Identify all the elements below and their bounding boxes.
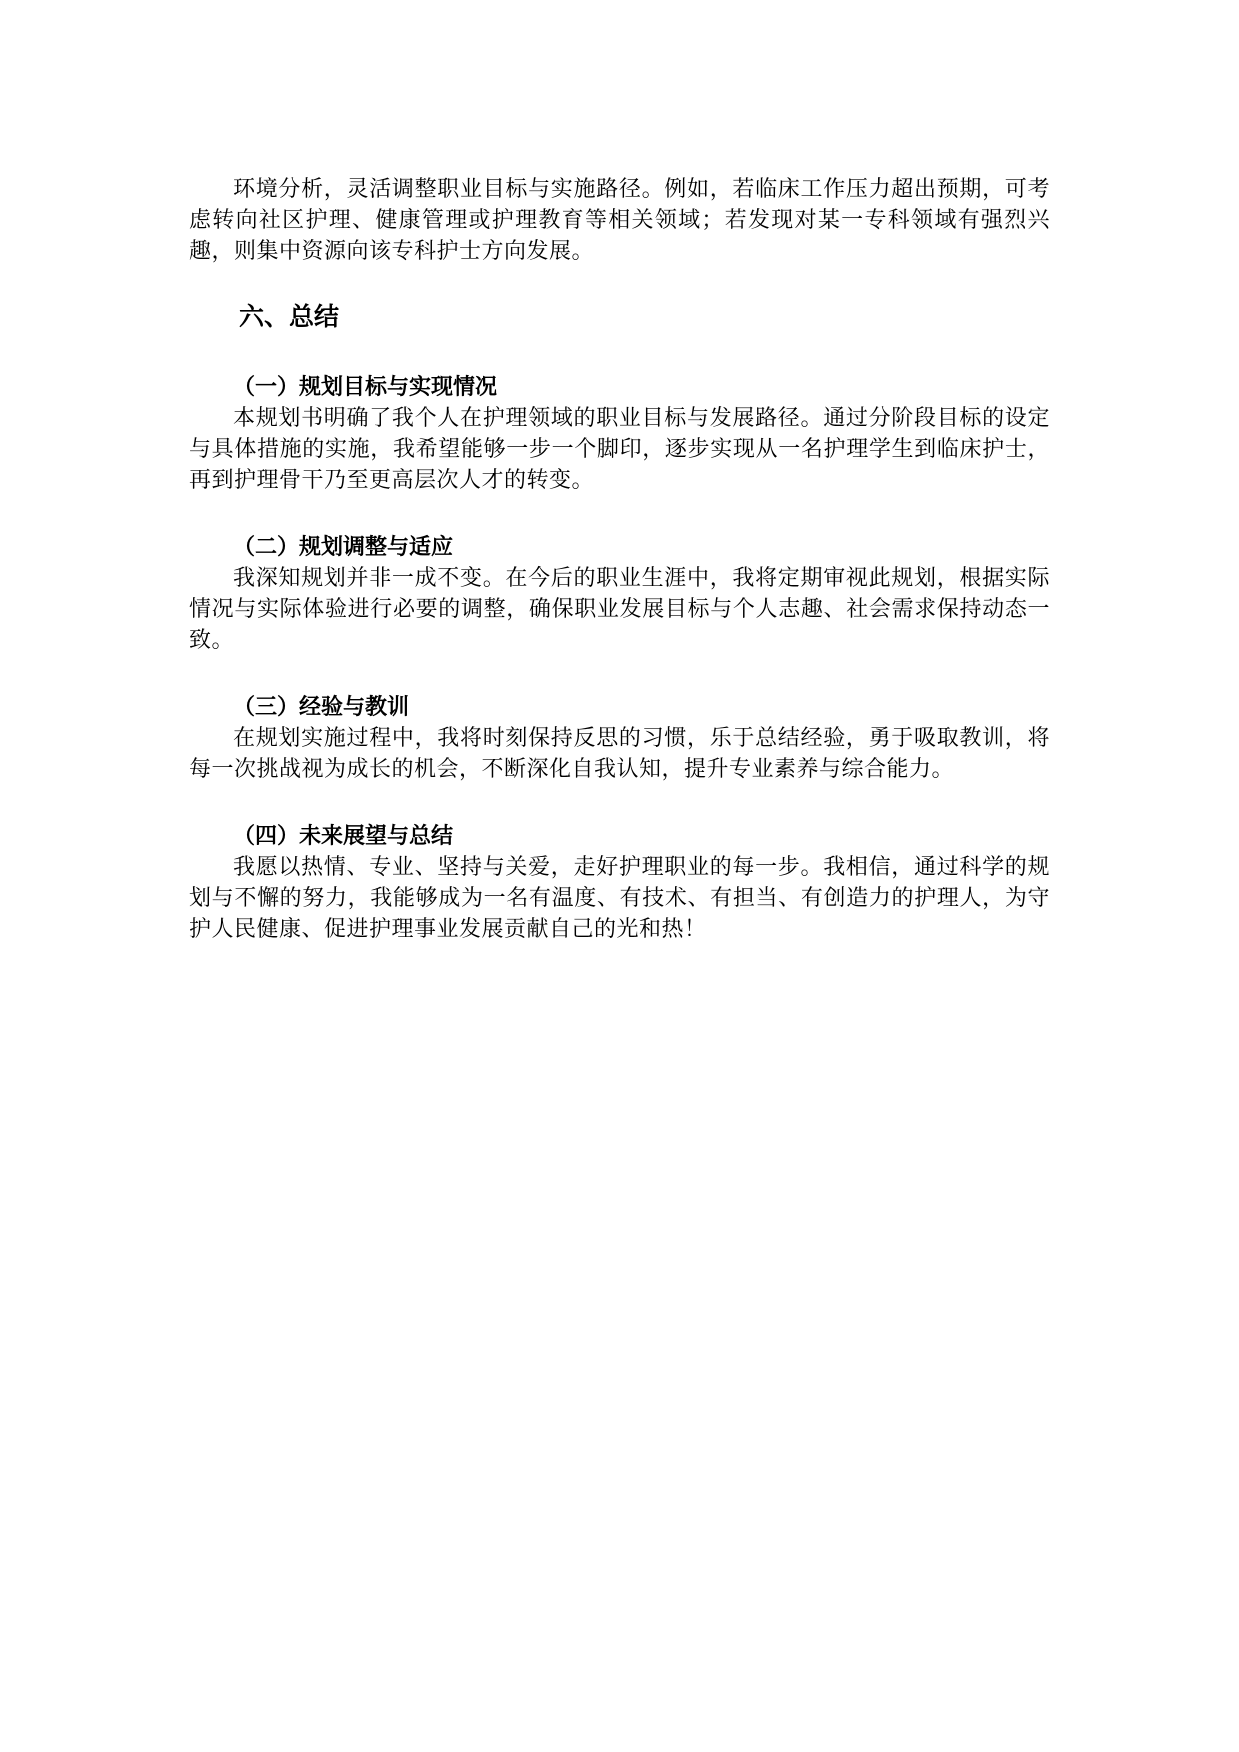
section-body-adjustment: 我深知规划并非一成不变。在今后的职业生涯中，我将定期审视此规划，根据实际情况与实际体验进行必要的调整，确保职业发展目标与个人志趣、社会需求保持动态一致。 [189,565,1050,652]
section-heading-goals: （一）规划目标与实现情况 [233,374,498,399]
section-heading-outlook: （四）未来展望与总结 [233,823,454,848]
section-body-goals: 本规划书明确了我个人在护理领域的职业目标与发展路径。通过分阶段目标的设定与具体措施的实施，我希望能够一步一个脚印，逐步实现从一名护理学生到临床护士，再到护理骨干乃至更高层次人才的转变。 [189,405,1050,492]
section-goals [189,371,1050,495]
main-heading-summary: 六、总结 [239,303,340,331]
intro-paragraph: 环境分析，灵活调整职业目标与实施路径。例如，若临床工作压力超出预期，可考虑转向社区护理、健康管理或护理教育等相关领域；若发现对某一专科领域有强烈兴趣，则集中资源向该专科护士方向发展。 [189,176,1050,263]
section-heading-lessons: （三）经验与教训 [233,694,410,719]
section-heading-adjustment: （二）规划调整与适应 [233,534,454,559]
document-content [189,173,1050,944]
section-body-outlook: 我愿以热情、专业、坚持与关爱，走好护理职业的每一步。我相信，通过科学的规划与不懈的努力，我能够成为一名有温度、有技术、有担当、有创造力的护理人，为守护人民健康、促进护理事业发展贡献自己的光和热！ [189,854,1050,941]
section-body-lessons: 在规划实施过程中，我将时刻保持反思的习惯，乐于总结经验，勇于吸取教训，将每一次挑战视为成长的机会，不断深化自我认知，提升专业素养与综合能力。 [189,725,1050,781]
section-outlook [189,820,1050,944]
section-adjustment [189,531,1050,655]
section-lessons [189,691,1050,784]
